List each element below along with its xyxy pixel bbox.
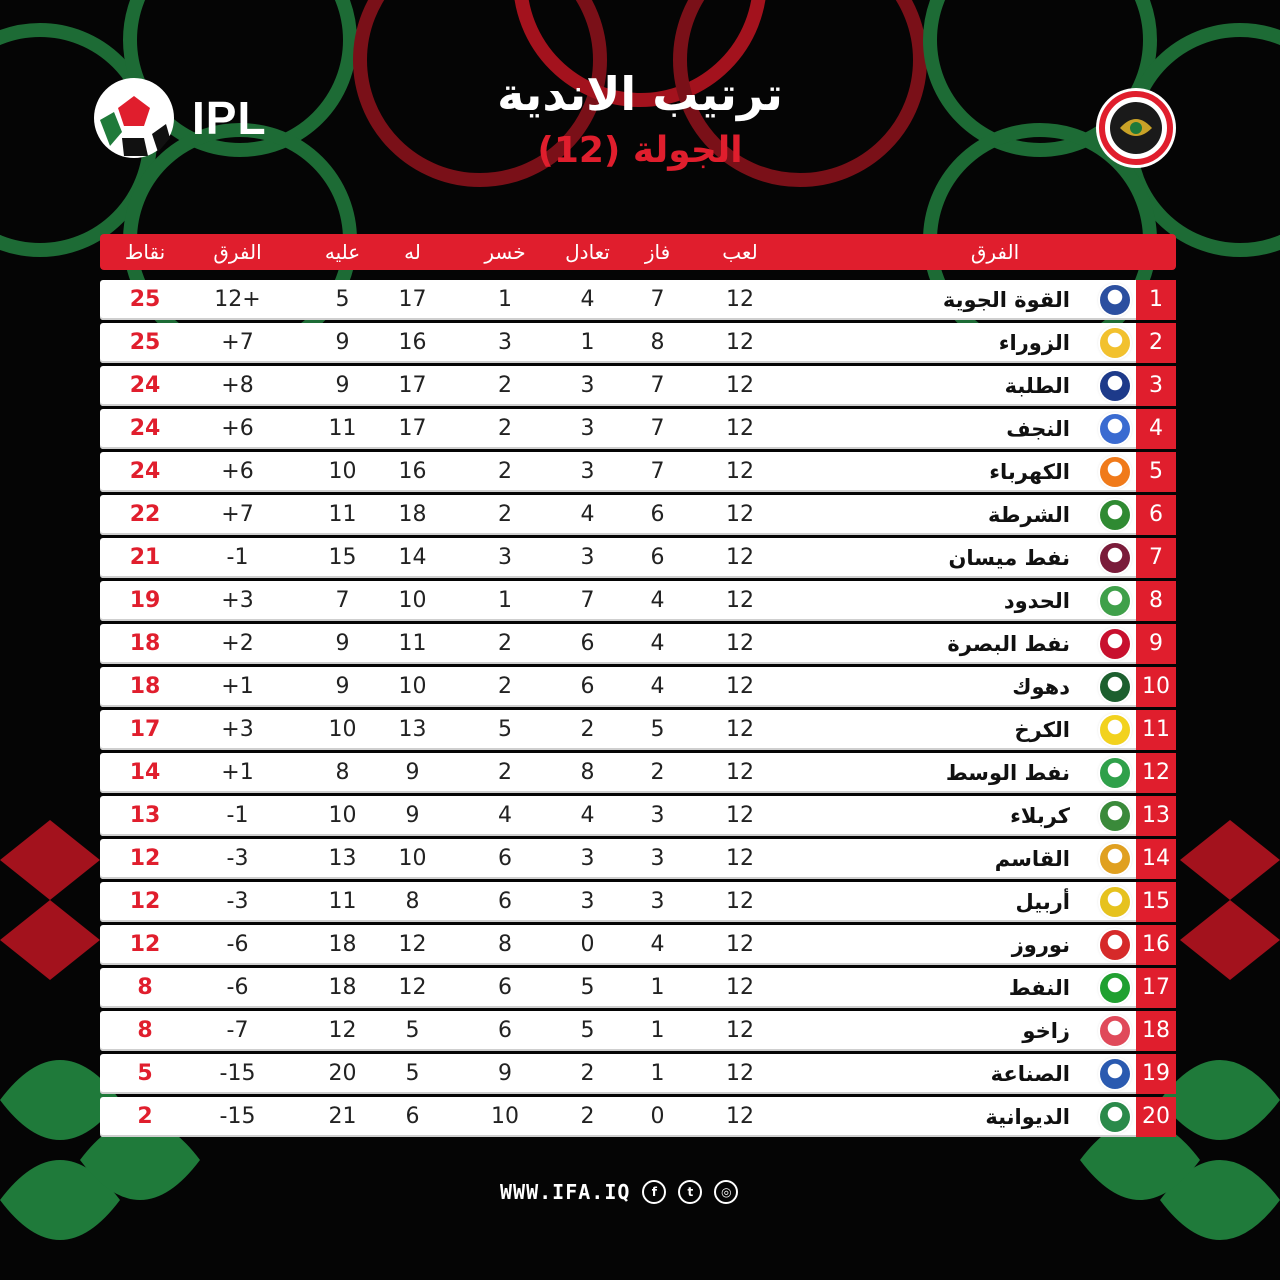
team-name: الزوراء [998,331,1070,355]
table-row [100,581,1176,621]
played-cell: 12 [726,803,754,828]
team-badge-icon [1100,973,1130,1003]
lost-cell: 2 [498,502,512,527]
goal-diff-cell: +1 [221,674,254,699]
drawn-cell: 7 [580,588,595,613]
table-row [100,323,1176,363]
table-row [100,667,1176,707]
lost-cell: 6 [498,889,512,914]
won-cell: 1 [650,975,665,1000]
ipl-logo [92,76,267,160]
goals-for-cell: 16 [398,330,427,355]
team-name: النجف [1006,417,1070,441]
lost-cell: 1 [498,287,512,312]
goal-diff-cell: -7 [226,1018,249,1043]
goals-against-cell: 12 [328,1018,357,1043]
goals-against-cell: 11 [328,416,357,441]
rank-cell: 8 [1136,581,1176,621]
points-cell: 21 [129,545,161,570]
played-cell: 12 [726,1018,754,1043]
points-cell: 5 [137,1061,153,1086]
rank-cell: 11 [1136,710,1176,750]
won-cell: 7 [650,287,665,312]
rank-cell: 17 [1136,968,1176,1008]
team-name: الكهرباء [989,460,1070,484]
goal-diff-cell: -3 [226,889,249,914]
rank-cell: 19 [1136,1054,1176,1094]
goals-against-cell: 15 [328,545,357,570]
goals-for-cell: 9 [405,760,420,785]
won-cell: 2 [650,760,665,785]
goals-for-cell: 17 [398,416,427,441]
team-name: أربيل [1015,890,1070,914]
goals-against-cell: 11 [328,502,357,527]
lost-cell: 6 [498,846,512,871]
title-block [340,62,940,176]
team-badge-icon [1100,328,1130,358]
points-cell: 25 [129,330,161,355]
standings-table [100,280,1176,1140]
goals-for-cell: 18 [398,502,427,527]
team-badge-icon [1100,500,1130,530]
football-icon [92,76,176,160]
drawn-cell: 3 [580,545,595,570]
lost-cell: 2 [498,631,512,656]
won-cell: 7 [650,373,665,398]
goals-against-cell: 8 [335,760,350,785]
drawn-cell: 5 [580,975,595,1000]
team-name: نفط ميسان [948,546,1070,570]
table-row [100,366,1176,406]
goals-against-cell: 11 [328,889,357,914]
lost-cell: 6 [498,1018,512,1043]
won-cell: 3 [650,803,665,828]
goals-for-cell: 9 [405,803,420,828]
goal-diff-cell: +7 [221,330,254,355]
won-cell: 4 [650,631,665,656]
drawn-cell: 4 [580,287,595,312]
team-badge-icon [1100,672,1130,702]
table-row [100,796,1176,836]
team-name: الحدود [1003,589,1070,613]
played-cell: 12 [726,588,754,613]
col-played: لعب [722,240,758,264]
drawn-cell: 4 [580,803,595,828]
goals-for-cell: 17 [398,287,427,312]
played-cell: 12 [726,545,754,570]
drawn-cell: 4 [580,502,595,527]
goals-for-cell: 8 [405,889,420,914]
team-name: نوروز [1011,933,1070,957]
table-row [100,1054,1176,1094]
goal-diff-cell: +1 [221,760,254,785]
points-cell: 14 [129,760,161,785]
team-badge-icon [1100,930,1130,960]
table-row [100,452,1176,492]
col-goals-against: عليه [324,240,361,264]
played-cell: 12 [726,330,754,355]
goal-diff-cell: -6 [226,932,249,957]
rank-cell: 15 [1136,882,1176,922]
rank-cell: 4 [1136,409,1176,449]
played-cell: 12 [726,846,754,871]
col-drawn: تعادل [565,240,610,264]
table-row [100,624,1176,664]
points-cell: 19 [129,588,161,613]
played-cell: 12 [726,287,754,312]
team-name: زاخو [1022,1019,1070,1043]
drawn-cell: 6 [580,674,595,699]
won-cell: 1 [650,1061,665,1086]
rank-cell: 10 [1136,667,1176,707]
played-cell: 12 [726,1061,754,1086]
goals-for-cell: 13 [398,717,427,742]
points-cell: 24 [129,459,161,484]
team-badge-icon [1100,586,1130,616]
lost-cell: 2 [498,373,512,398]
goal-diff-cell: +8 [221,373,254,398]
played-cell: 12 [726,1104,754,1129]
team-name: القوة الجوية [942,288,1070,312]
goal-diff-cell: -1 [226,545,249,570]
lost-cell: 2 [498,459,512,484]
won-cell: 0 [650,1104,665,1129]
won-cell: 3 [650,846,665,871]
drawn-cell: 1 [580,330,595,355]
drawn-cell: 3 [580,846,595,871]
rank-cell: 16 [1136,925,1176,965]
goal-diff-cell: +6 [221,416,254,441]
played-cell: 12 [726,674,754,699]
goals-for-cell: 17 [398,373,427,398]
table-row [100,925,1176,965]
goals-against-cell: 10 [328,803,357,828]
team-badge-icon [1100,543,1130,573]
goals-against-cell: 9 [335,674,350,699]
team-name: الكرخ [1014,718,1070,742]
team-badge-icon [1100,1016,1130,1046]
goal-diff-cell: -15 [219,1104,256,1129]
goals-against-cell: 9 [335,373,350,398]
rank-cell: 3 [1136,366,1176,406]
drawn-cell: 2 [580,1061,595,1086]
goal-diff-cell: +7 [221,502,254,527]
team-badge-icon [1100,629,1130,659]
col-goal-diff: الفرق [213,240,262,264]
goals-against-cell: 13 [328,846,357,871]
rank-cell: 2 [1136,323,1176,363]
goals-against-cell: 5 [335,287,350,312]
played-cell: 12 [726,975,754,1000]
lost-cell: 3 [498,330,512,355]
points-cell: 22 [129,502,161,527]
rank-cell: 5 [1136,452,1176,492]
won-cell: 3 [650,889,665,914]
team-badge-icon [1100,801,1130,831]
table-row [100,968,1176,1008]
points-cell: 8 [137,1018,153,1043]
lost-cell: 3 [498,545,512,570]
goals-against-cell: 9 [335,330,350,355]
rank-cell: 12 [1136,753,1176,793]
points-cell: 2 [137,1104,153,1129]
lost-cell: 2 [498,760,512,785]
team-badge-icon [1100,715,1130,745]
instagram-icon[interactable]: ◎ [714,1180,738,1204]
rank-cell: 9 [1136,624,1176,664]
points-cell: 12 [129,932,161,957]
team-name: النفط [1008,976,1070,1000]
table-row [100,710,1176,750]
page-title: ترتيب الاندية [497,67,783,121]
table-row [100,882,1176,922]
goals-against-cell: 9 [335,631,350,656]
rank-cell: 20 [1136,1097,1176,1137]
goal-diff-cell: -3 [226,846,249,871]
col-won: فاز [644,240,671,264]
played-cell: 12 [726,889,754,914]
won-cell: 5 [650,717,665,742]
drawn-cell: 3 [580,459,595,484]
goal-diff-cell: -6 [226,975,249,1000]
drawn-cell: 3 [580,889,595,914]
twitter-icon[interactable]: t [678,1180,702,1204]
played-cell: 12 [726,760,754,785]
goals-against-cell: 21 [328,1104,357,1129]
team-name: الصناعة [990,1062,1070,1086]
lost-cell: 2 [498,416,512,441]
team-badge-icon [1100,887,1130,917]
team-badge-icon [1100,1059,1130,1089]
won-cell: 4 [650,932,665,957]
rank-cell: 14 [1136,839,1176,879]
points-cell: 8 [137,975,153,1000]
table-row [100,839,1176,879]
table-row [100,753,1176,793]
lost-cell: 2 [498,674,512,699]
goals-against-cell: 18 [328,932,357,957]
col-points: نقاط [124,240,166,264]
goals-against-cell: 18 [328,975,357,1000]
team-badge-icon [1100,1102,1130,1132]
goals-for-cell: 6 [405,1104,420,1129]
team-name: نفط البصرة [947,632,1070,656]
table-header [100,234,1176,270]
points-cell: 18 [129,674,161,699]
goals-against-cell: 20 [328,1061,357,1086]
rank-cell: 7 [1136,538,1176,578]
rank-cell: 13 [1136,796,1176,836]
goal-diff-cell: +6 [221,459,254,484]
lost-cell: 1 [498,588,512,613]
goals-for-cell: 5 [405,1061,420,1086]
table-row [100,1097,1176,1137]
facebook-icon[interactable]: f [642,1180,666,1204]
points-cell: 12 [129,889,161,914]
goals-for-cell: 10 [398,846,427,871]
won-cell: 6 [650,502,665,527]
goals-for-cell: 11 [398,631,427,656]
goals-against-cell: 10 [328,459,357,484]
goals-for-cell: 10 [398,588,427,613]
drawn-cell: 6 [580,631,595,656]
played-cell: 12 [726,459,754,484]
goal-diff-cell: -15 [219,1061,256,1086]
team-badge-icon [1100,758,1130,788]
goals-for-cell: 16 [398,459,427,484]
lost-cell: 8 [498,932,512,957]
goals-for-cell: 10 [398,674,427,699]
table-row [100,409,1176,449]
col-goals-for: له [404,240,421,264]
drawn-cell: 0 [580,932,595,957]
team-name: القاسم [994,847,1070,871]
drawn-cell: 8 [580,760,595,785]
won-cell: 4 [650,588,665,613]
points-cell: 13 [129,803,161,828]
footer [500,1180,738,1204]
col-team: الفرق [970,240,1020,264]
table-row [100,280,1176,320]
team-badge-icon [1100,457,1130,487]
team-name: كربلاء [1010,804,1070,828]
goals-against-cell: 10 [328,717,357,742]
drawn-cell: 2 [580,717,595,742]
goals-for-cell: 5 [405,1018,420,1043]
ifa-emblem-icon [1094,86,1178,170]
page-subtitle: الجولة (12) [537,130,743,171]
points-cell: 25 [129,287,161,312]
team-name: الديوانية [985,1105,1070,1129]
team-name: دهوك [1012,675,1070,699]
rank-cell: 6 [1136,495,1176,535]
team-badge-icon [1100,371,1130,401]
drawn-cell: 5 [580,1018,595,1043]
website-link[interactable]: WWW.IFA.IQ [500,1180,631,1204]
goals-for-cell: 12 [398,975,427,1000]
lost-cell: 10 [491,1104,519,1129]
drawn-cell: 3 [580,373,595,398]
won-cell: 7 [650,416,665,441]
points-cell: 12 [129,846,161,871]
goal-diff-cell: +3 [221,717,254,742]
goal-diff-cell: +3 [221,588,254,613]
played-cell: 12 [726,932,754,957]
goals-against-cell: 7 [335,588,350,613]
col-lost: خسر [484,240,526,264]
table-row [100,538,1176,578]
won-cell: 7 [650,459,665,484]
drawn-cell: 2 [580,1104,595,1129]
won-cell: 8 [650,330,665,355]
lost-cell: 4 [498,803,512,828]
goal-diff-cell: +2 [221,631,254,656]
goals-for-cell: 14 [398,545,427,570]
lost-cell: 6 [498,975,512,1000]
points-cell: 17 [129,717,161,742]
table-row [100,1011,1176,1051]
rank-cell: 1 [1136,280,1176,320]
won-cell: 6 [650,545,665,570]
points-cell: 24 [129,373,161,398]
table-row [100,495,1176,535]
goal-diff-cell: -1 [226,803,249,828]
played-cell: 12 [726,416,754,441]
played-cell: 12 [726,373,754,398]
team-badge-icon [1100,844,1130,874]
points-cell: 18 [129,631,161,656]
won-cell: 1 [650,1018,665,1043]
rank-cell: 18 [1136,1011,1176,1051]
team-badge-icon [1100,414,1130,444]
played-cell: 12 [726,631,754,656]
goal-diff-cell: 12+ [214,287,261,312]
played-cell: 12 [726,717,754,742]
drawn-cell: 3 [580,416,595,441]
lost-cell: 9 [498,1061,512,1086]
brand-text: IPL [192,92,267,144]
lost-cell: 5 [498,717,512,742]
goals-for-cell: 12 [398,932,427,957]
played-cell: 12 [726,502,754,527]
team-name: الطلبة [1004,374,1070,398]
won-cell: 4 [650,674,665,699]
team-name: الشرطة [987,503,1070,527]
points-cell: 24 [129,416,161,441]
team-name: نفط الوسط [945,761,1070,785]
team-badge-icon [1100,285,1130,315]
